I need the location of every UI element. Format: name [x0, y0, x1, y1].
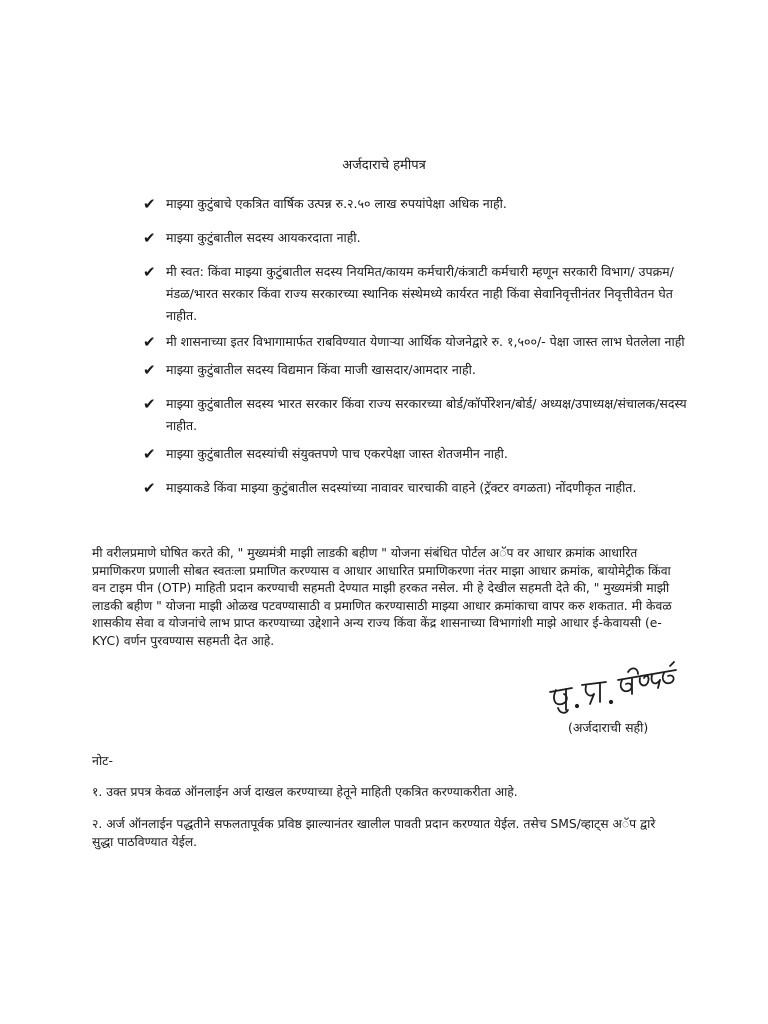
- checkmark-icon: ✔: [143, 445, 156, 463]
- signature-text: सु.रा. बोल्हाडे: [542, 718, 547, 719]
- checklist-item: [143, 227, 703, 249]
- checklist-item-text: माझ्या कुटुंबाचे एकत्रित वार्षिक उत्पन्न रु.२.५० लाख रुपयांपेक्षा अधिक नाही.: [166, 196, 507, 211]
- signature-caption: (अर्जदाराची सही): [568, 720, 649, 735]
- document-title: अर्जदाराचे हमीपत्र: [342, 158, 426, 173]
- checklist-item-text: माझ्या कुटुंबातील सदस्य विद्यमान किंवा माजी खासदार/आमदार नाही.: [166, 362, 476, 377]
- note-heading: नोट-: [92, 753, 113, 768]
- checkmark-icon: ✔: [143, 263, 156, 281]
- checkmark-icon: ✔: [143, 195, 156, 213]
- checklist-item-text: माझ्या कुटुंबातील सदस्यांची संयुक्तपणे पाच एकरपेक्षा जास्त शेतजमीन नाही.: [166, 446, 508, 461]
- checklist-item: [143, 477, 703, 499]
- declaration-paragraph: मी वरीलप्रमाणे घोषित करते की, " मुख्यमंत्री माझी लाडकी बहीण " योजना संबंधित पोर्टल अॅप वर आधार क्रमांक आधारित प्रमाणिकरण प्रणाली सोबत स्वतःला प्रमाणित करण्यास व आधार आधारित प्रमाणिकरणा नंतर माझा आधार क्रमांक, बायोमेट्रीक किंवा वन टाइम पीन (OTP) माहिती प्रदान करण्याची सहमती देण्यात माझी हरकत नसेल. मी हे देखील सहमती देते की, " मुख्यमंत्री माझी लाडकी बहीण " योजना माझी ओळख पटवण्यासाठी व प्रमाणित करण्यासाठी माझ्या आधार क्रमांकाचा वापर करु शकतात. मी केवळ शासकीय सेवा व योजनांचे लाभ प्राप्त करण्याच्या उद्देशाने अन्य राज्य किंवा केंद्र शासनाच्या विभागांशी माझे आधार ई-केवायसी (e-KYC) वर्णन पुरवण्यास सहमती देत आहे.: [92, 546, 672, 648]
- checklist-item: [143, 359, 703, 381]
- checklist-item: [143, 261, 703, 327]
- checkmark-icon: ✔: [143, 229, 156, 247]
- checklist-item: [143, 193, 703, 215]
- checkmark-icon: ✔: [143, 361, 156, 379]
- checkmark-icon: ✔: [143, 333, 156, 351]
- applicant-signature: [542, 658, 682, 720]
- checkmark-icon: ✔: [143, 479, 156, 497]
- checklist-item: [143, 331, 703, 353]
- checklist-item-text: माझ्याकडे किंवा माझ्या कुटुंबातील सदस्यांच्या नावावर चारचाकी वाहने (ट्रॅक्टर वगळता) नोंदणीकृत नाहीत.: [166, 480, 637, 495]
- checkmark-icon: ✔: [143, 395, 156, 413]
- checklist-item-text: माझ्या कुटुंबातील सदस्य भारत सरकार किंवा राज्य सरकारच्या बोर्ड/कॉर्पोरेशन/बोर्ड/ अध्यक्ष/उपाध्यक्ष/संचालक/सदस्य नाहीत.: [166, 396, 687, 433]
- checklist-item-text: मी स्वत: किंवा माझ्या कुटुंबातील सदस्य नियमित/कायम कर्मचारी/कंत्राटी कर्मचारी म्हणून सरकारी विभाग/ उपक्रम/ मंडळ/भारत सरकार किंवा राज्य सरकारच्या स्थानिक संस्थेमध्ये कार्यरत नाही किंवा सेवानिवृत्तीनंतर निवृत्तीवेतन घेत नाहीत.: [166, 264, 674, 323]
- checklist-item-text: माझ्या कुटुंबातील सदस्य आयकरदाता नाही.: [166, 230, 361, 245]
- affidavit-checklist: [143, 193, 703, 499]
- note-item: २. अर्ज ऑनलाईन पद्धतीने सफलतापूर्वक प्रविष्ठ झाल्यानंतर खालील पावती प्रदान करण्यात येईल. तसेच SMS/व्हाट्स अॅप द्वारे सुद्धा पाठविण्यात येईल.: [92, 817, 656, 849]
- checklist-item-text: मी शासनाच्या इतर विभागामार्फत राबविण्यात येणाऱ्या आर्थिक योजनेद्वारे रु. १,५००/- पेक्षा जास्त लाभ घेतलेला नाही: [166, 334, 685, 349]
- note-item: १. उक्त प्रपत्र केवळ ऑनलाईन अर्ज दाखल करण्याच्या हेतूने माहिती एकत्रित करण्याकरीता आहे.: [92, 785, 518, 799]
- checklist-item: [143, 393, 703, 437]
- checklist-item: [143, 443, 703, 465]
